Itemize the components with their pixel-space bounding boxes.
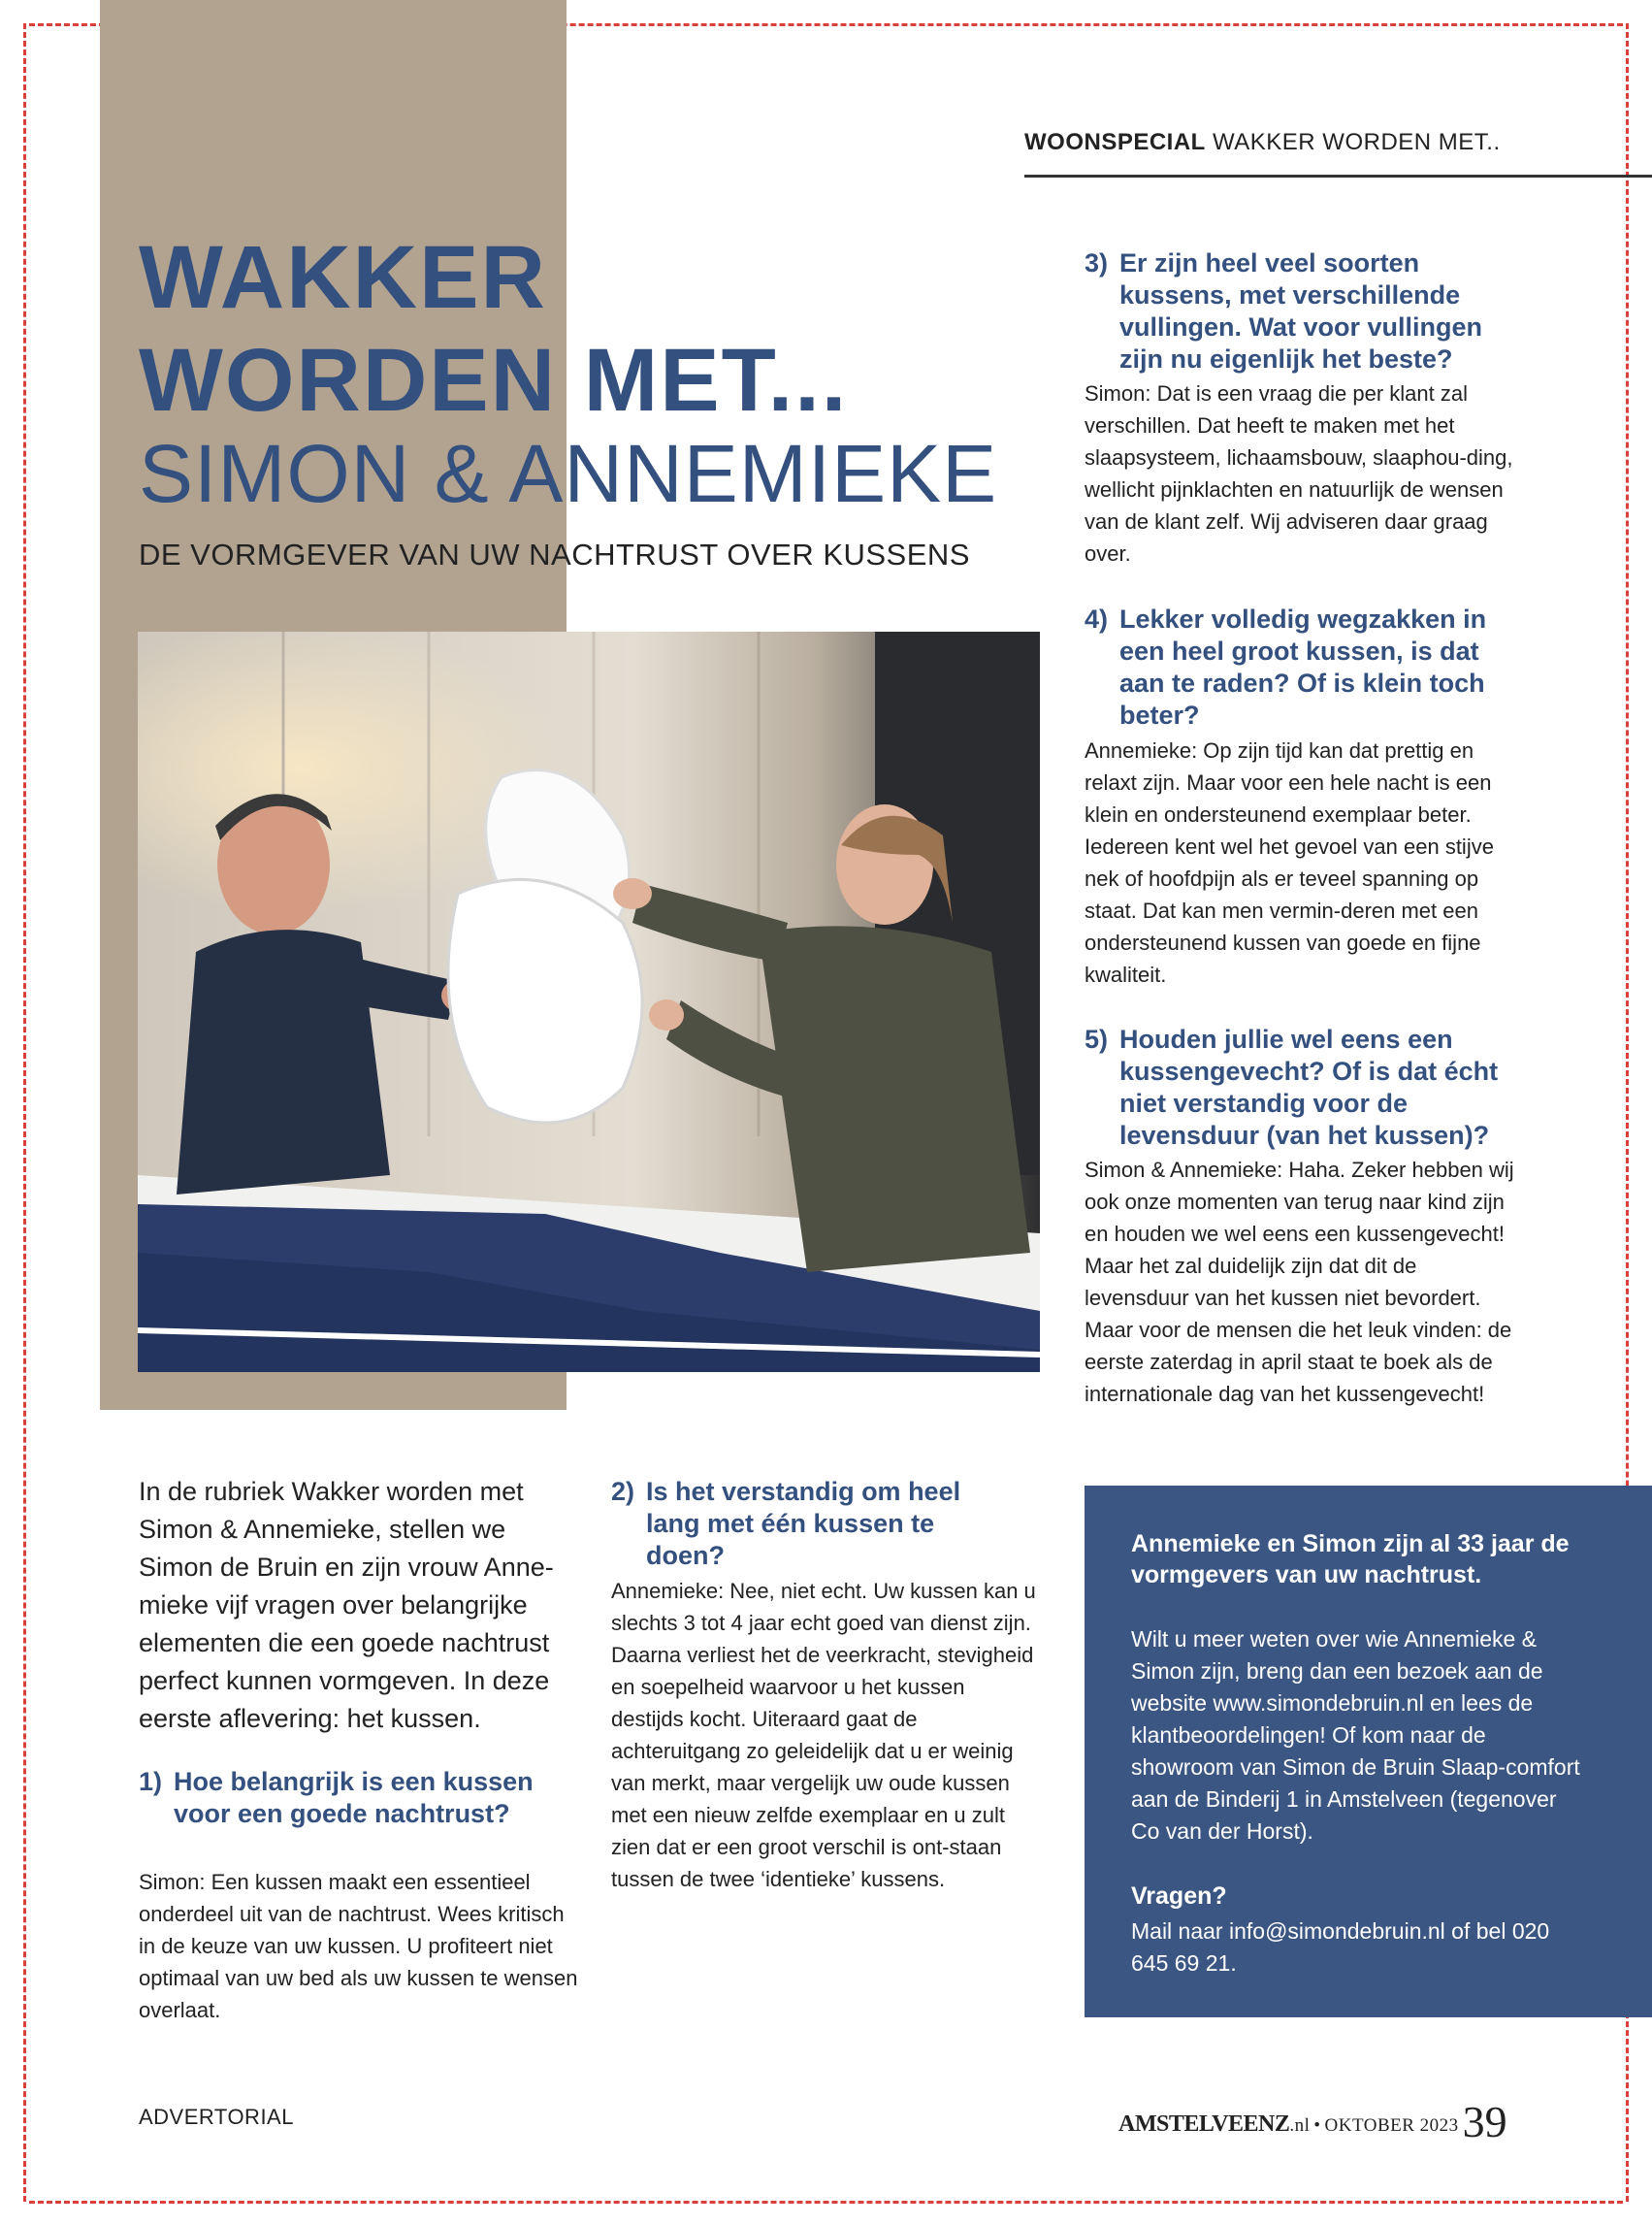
article-photo	[138, 632, 1040, 1372]
question-5-number: 5)	[1085, 1025, 1109, 1054]
question-5	[1085, 1024, 1531, 1152]
cut-line-left	[23, 23, 26, 2202]
question-3-text: Er zijn heel veel soorten kussens, met verschillende vullingen. Wat voor vullingen zijn nu eigenlijk het beste?	[1119, 248, 1483, 374]
intro-paragraph: In de rubriek Wakker worden met Simon & Annemieke, stellen we Simon de Bruin en zijn vrouw Anne-mieke vijf vragen over belangrijke elementen die een goede nachtrust perfect kunnen vormgeven. In deze eerste aflevering: het kussen.	[139, 1477, 554, 1733]
question-3	[1085, 247, 1531, 376]
answer-5: Simon & Annemieke: Haha. Zeker hebben wij ook onze momenten van terug naar kind zijn en houden we wel eens een kussengevecht! Maar het zal duidelijk zijn dat dit de levensduur van het kussen niet bevordert. Maar voor de mensen die het leuk vinden: de eerste zaterdag in april staat te boek als de internationale dag van het kussengevecht!	[1085, 1158, 1514, 1406]
cut-line-bottom	[29, 2201, 1623, 2204]
footer-advertorial: ADVERTORIAL	[139, 2105, 294, 2129]
magazine-name: AMSTELVEENZ	[1118, 2111, 1290, 2137]
info-box-title: Annemieke en Simon zijn al 33 jaar de vormgevers van uw nachtrust.	[1131, 1530, 1570, 1588]
title-line-2: WORDEN MET...	[139, 331, 849, 430]
question-4	[1085, 604, 1531, 732]
section-header-bold: WOONSPECIAL	[1024, 129, 1206, 155]
question-2	[611, 1476, 1019, 1572]
page-number: 39	[1462, 2097, 1507, 2146]
question-2-number: 2)	[611, 1477, 635, 1506]
section-header	[1024, 129, 1501, 156]
question-3-number: 3)	[1085, 248, 1109, 278]
info-box-contact: Mail naar info@simondebruin.nl of bel 020 645 69 21.	[1131, 1918, 1550, 1976]
question-1-text: Hoe belangrijk is een kussen voor een goede nachtrust?	[174, 1767, 534, 1828]
title-line-3: SIMON & ANNEMIEKE	[139, 428, 998, 519]
answer-3: Simon: Dat is een vraag die per klant zal verschillen. Dat heeft te maken met het slaapsysteem, lichaamsbouw, slaaphou-ding, wellicht pijnklachten en natuurlijk de wensen van de klant zelf. Wij adviseren daar graag over.	[1085, 381, 1513, 566]
photo-illustration	[138, 632, 1040, 1372]
answer-4: Annemieke: Op zijn tijd kan dat prettig en relaxt zijn. Maar voor een hele nacht is een klein en ondersteunend exemplaar beter. Iedereen kent wel het gevoel van een stijve nek of hoofdpijn als er teveel spanning op staat. Dat kan men vermin-deren met een ondersteunend kussen van goede en fijne kwaliteit.	[1085, 738, 1494, 987]
footer-magazine	[1118, 2096, 1507, 2147]
section-header-rest: WAKKER WORDEN MET..	[1213, 129, 1501, 155]
question-1-number: 1)	[139, 1767, 163, 1796]
question-2-text: Is het verstandig om heel lang met één kussen te doen?	[646, 1477, 961, 1570]
header-rule-tick	[1626, 175, 1652, 178]
question-1	[139, 1766, 556, 1830]
magazine-suffix: .nl	[1289, 2115, 1311, 2136]
question-4-number: 4)	[1085, 605, 1109, 634]
answer-1: Simon: Een kussen maakt een essentieel onderdeel uit van de nachtrust. Wees kritisch in de keuze van uw kussen. U profiteert niet optimaal van uw bed als uw kussen te wensen overlaat.	[139, 1870, 578, 2022]
info-box-question: Vragen?	[1131, 1882, 1227, 1910]
subtitle: DE VORMGEVER VAN UW NACHTRUST OVER KUSSENS	[139, 538, 970, 572]
title-line-1: WAKKER	[139, 228, 547, 327]
footer-bullet: •	[1313, 2115, 1321, 2136]
answer-2: Annemieke: Nee, niet echt. Uw kussen kan u slechts 3 tot 4 jaar echt goed van dienst zijn. Daarna verliest het de veerkracht, stevigheid en soepelheid waarvoor u het kussen destijds kocht. Uiteraard gaat de achteruitgang zo geleidelijk dat u er weinig van merkt, maar vergelijk uw oude kussen met een nieuw zelfde exemplaar en u zult zien dat er een groot verschil is ont-staan tussen de twee ‘identieke’ kussens.	[611, 1579, 1036, 1891]
question-5-text: Houden jullie wel eens een kussengevecht? Of is dat écht niet verstandig voor de levensduur (van het kussen)?	[1119, 1025, 1499, 1150]
header-rule	[1024, 175, 1626, 178]
issue-month: OKTOBER 2023	[1324, 2115, 1459, 2136]
info-box-text: Wilt u meer weten over wie Annemieke & Simon zijn, breng dan een bezoek aan de website www.simondebruin.nl en lees de klantbeoordelingen! Of kom naar de showroom van Simon de Bruin Slaap-comfort aan de Binderij 1 in Amstelveen (tegenover Co van der Horst).	[1131, 1626, 1580, 1844]
question-4-text: Lekker volledig wegzakken in een heel groot kussen, is dat aan te raden? Of is klein toch beter?	[1119, 605, 1487, 730]
